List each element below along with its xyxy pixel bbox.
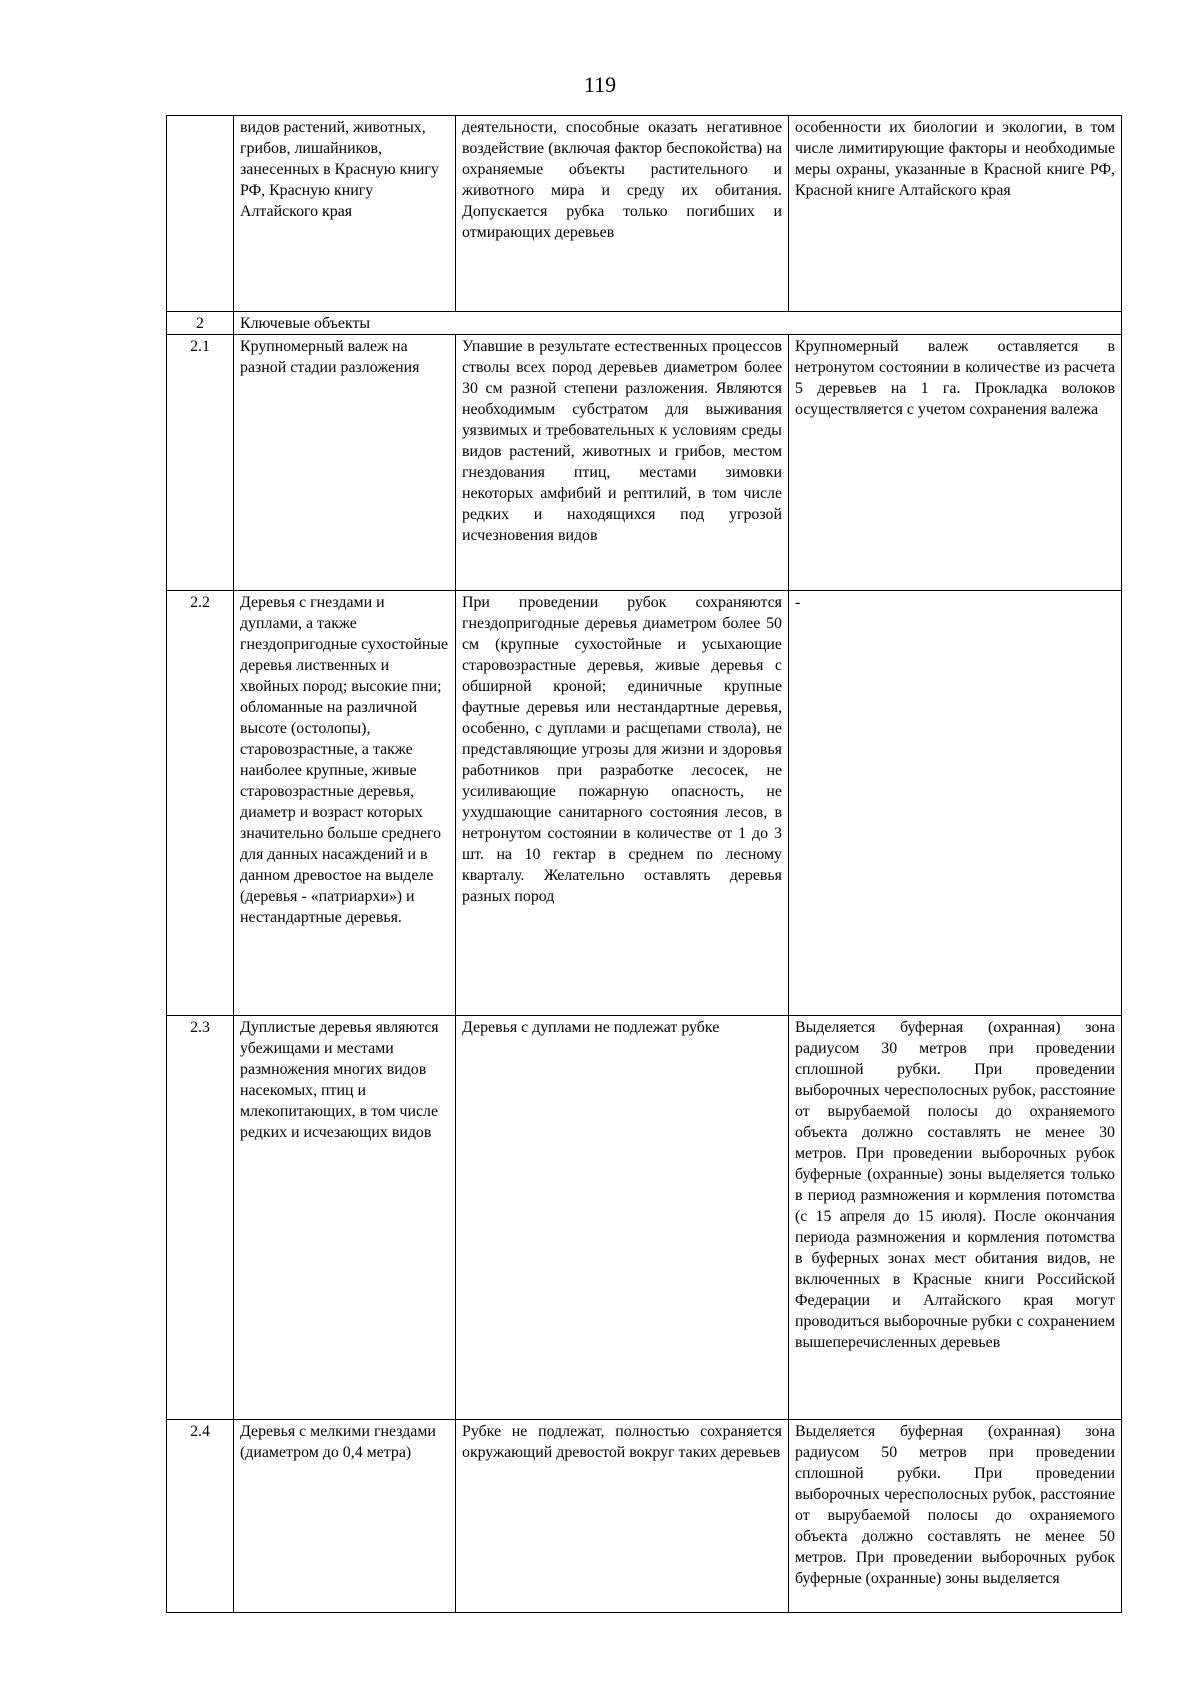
- table-row: [167, 591, 1122, 1016]
- row-number: 2: [167, 312, 234, 335]
- object-cell: Деревья с гнездами и дуплами, а также гнездопригодные сухостойные деревья лиственных и хвойных пород; высокие пни; обломанные на различной высоте (остолопы), старовозрастные, а также наиболее крупные, живые старовозрастные деревья, диаметр и возраст которых значительно больше среднего для данных насаждений и в данном древостое на выделе (деревья - «патриархи») и нестандартные деревья.: [234, 591, 456, 1016]
- measures-cell: -: [789, 591, 1122, 1016]
- measures-cell: Крупномерный валеж оставляется в нетронутом состоянии в количестве из расчета 5 деревьев на 1 га. Прокладка волоков осуществляется с учетом сохранения валежа: [789, 335, 1122, 591]
- section-row: [167, 312, 1122, 335]
- object-cell: Крупномерный валеж на разной стадии разложения: [234, 335, 456, 591]
- description-cell: Рубке не подлежат, полностью сохраняется окружающий древостой вокруг таких деревьев: [456, 1420, 789, 1613]
- page-number: 119: [583, 72, 617, 97]
- protection-measures-table: [166, 115, 1122, 1613]
- description-cell: Деревья с дуплами не подлежат рубке: [456, 1016, 789, 1420]
- table-row: [167, 335, 1122, 591]
- measures-cell: Выделяется буферная (охранная) зона радиусом 30 метров при проведении сплошной рубки. При проведении выборочных чересполосных рубок, расстояние от вырубаемой полосы до охраняемого объекта должно составлять не менее 30 метров. При проведении выборочных рубок буферные (охранные) зоны выделяется только в период размножения и кормления потомства (с 15 апреля до 15 июля). После окончания периода размножения и кормления потомства в буферных зонах мест обитания видов, не включенных в Красные книги Российской Федерации и Алтайского края могут проводиться выборочные рубки с сохранением вышеперечисленных деревьев: [789, 1016, 1122, 1420]
- description-cell: При проведении рубок сохраняются гнездопригодные деревья диаметром более 50 см (крупные сухостойные и усыхающие старовозрастные деревья, живые деревья с обширной кроной; единичные крупные фаутные деревья или нестандартные деревья, особенно, с дуплами и расщепами ствола), не представляющие угрозы для жизни и здоровья работников при разработке лесосек, не усиливающие пожарную опасность, не ухудшающие санитарного состояния лесов, в нетронутом состоянии в количестве от 1 до 3 шт. на 10 гектар в среднем по лесному кварталу. Желательно оставлять деревья разных пород: [456, 591, 789, 1016]
- table-row: [167, 1420, 1122, 1613]
- description-cell: Упавшие в результате естественных процессов стволы всех пород деревьев диаметром более 30 см разной степени разложения. Являются необходимым субстратом для выживания уязвимых и требовательных к условиям среды видов растений, животных и грибов, местом гнездования птиц, местами зимовки некоторых амфибий и рептилий, в том числе редких и находящихся под угрозой исчезновения видов: [456, 335, 789, 591]
- table-row: [167, 116, 1122, 312]
- object-cell: видов растений, животных, грибов, лишайников, занесенных в Красную книгу РФ, Красную книгу Алтайского края: [234, 116, 456, 312]
- row-number: 2.4: [167, 1420, 234, 1613]
- row-number: 2.3: [167, 1016, 234, 1420]
- object-cell: Дуплистые деревья являются убежищами и местами размножения многих видов насекомых, птиц и млекопитающих, в том числе редких и исчезающих видов: [234, 1016, 456, 1420]
- table-row: [167, 1016, 1122, 1420]
- measures-cell: особенности их биологии и экологии, в том числе лимитирующие факторы и необходимые меры охраны, указанные в Красной книге РФ, Красной книге Алтайского края: [789, 116, 1122, 312]
- object-cell: Деревья с мелкими гнездами (диаметром до 0,4 метра): [234, 1420, 456, 1613]
- measures-cell: Выделяется буферная (охранная) зона радиусом 50 метров при проведении сплошной рубки. При проведении выборочных чересполосных рубок, расстояние от вырубаемой полосы до охраняемого объекта должно составлять не менее 50 метров. При проведении выборочных рубок буферные (охранные) зоны выделяется: [789, 1420, 1122, 1613]
- description-cell: деятельности, способные оказать негативное воздействие (включая фактор беспокойства) на охраняемые объекты растительного и животного мира и среду их обитания. Допускается рубка только погибших и отмирающих деревьев: [456, 116, 789, 312]
- row-number: [167, 116, 234, 312]
- row-number: 2.2: [167, 591, 234, 1016]
- row-number: 2.1: [167, 335, 234, 591]
- section-title: Ключевые объекты: [234, 312, 1122, 335]
